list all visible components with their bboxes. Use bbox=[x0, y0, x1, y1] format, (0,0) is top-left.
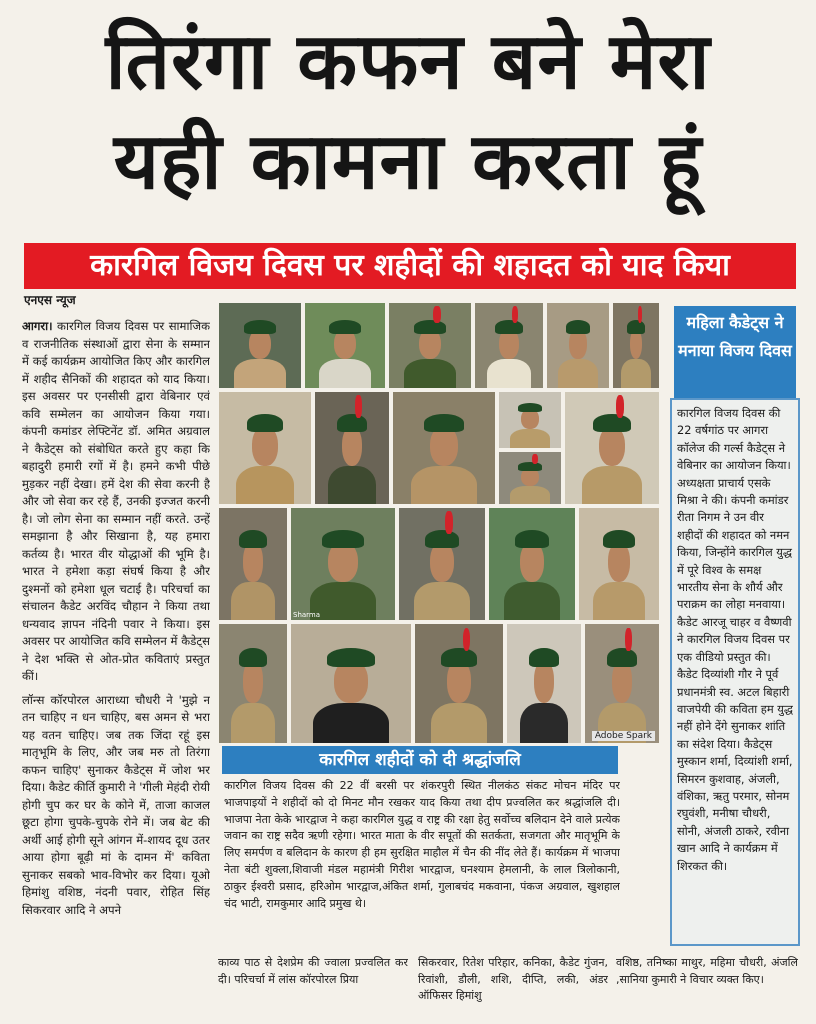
cadet-photo-22 bbox=[585, 624, 659, 743]
cadet-photo-19 bbox=[291, 624, 411, 743]
cadet-photo-4 bbox=[475, 303, 543, 388]
subheadline-banner: कारगिल विजय दिवस पर शहीदों की शहादत को याद किया bbox=[24, 243, 796, 289]
sidebar-title: महिला कैडेट्स ने मनाया विजय दिवस bbox=[674, 306, 796, 398]
continuation-col-2: सिकरवार, रितेश परिहार, कनिका, कैडेट गुंजन, रिवांशी, डौली, शशि, दीप्ति, लकी, अंडर ऑफिसर हिमांशु bbox=[418, 956, 608, 1002]
left-article-column bbox=[22, 318, 210, 1024]
cadet-photo-20 bbox=[415, 624, 503, 743]
continuation-col-1: काव्य पाठ से देशप्रेम की ज्वाला प्रज्वलित कर दी। परिचर्चा में लांस कॉरपोरल प्रिया bbox=[218, 956, 408, 986]
headline-line-1: तिरंगा कफन बने मेरा bbox=[105, 17, 711, 107]
cadet-photo-3 bbox=[389, 303, 471, 388]
participant-name-label: Sharma bbox=[293, 611, 321, 619]
left-paragraph-1 bbox=[22, 318, 210, 686]
cadet-photo-collage bbox=[219, 303, 659, 743]
cadet-photo-21 bbox=[507, 624, 581, 743]
cadet-photo-16 bbox=[489, 508, 575, 620]
cadet-photo-15 bbox=[399, 508, 485, 620]
cadet-photo-14 bbox=[291, 508, 395, 620]
continuation-col-3: वशिष्ठ, तनिष्का माथुर, महिमा चौधरी, अंजलि ,सानिया कुमारी ने विचार व्यक्त किए। bbox=[616, 956, 798, 986]
adobe-spark-watermark: Adobe Spark bbox=[592, 731, 655, 741]
cadet-photo-6 bbox=[613, 303, 659, 388]
left-paragraph-2: लॉन्स कॉरपोरल आराध्या चौधरी ने 'मुझे न तन चाहिए न धन चाहिए, बस अमन से भरा यह वतन चाहिए। जब तक जिंदा रहूं इस मातृभूमि के लिए, और जब मरु तो तिरंगा कफन चाहिए' सुनाकर कैडेट्स में जोश भर दिया। कैडेट कीर्ति कुमारी ने 'गीली मेहंदी रोयी होगी चुप कर घर के कोने में, ताजा काजल छूटा होगा चुपके-चुपके रोने में। जब बेट की अर्थी आई होगी सूने आंगन में-शायद दूध उतर आया होगा बूढ़ी मां के दामन में' कविता सुनाकर सबको भाव-विभोर कर दिया। यूओ हिमांशु वशिष्ठ, नंदनी पवार, रोहित सिंह सिकरवार आदि ने अपने bbox=[22, 692, 210, 917]
cadet-photo-13 bbox=[219, 508, 287, 620]
left-paragraph-1-text: कारगिल विजय दिवस पर सामाजिक व राजनीतिक संस्थाओं द्वारा सेना के सम्मान में कई कार्यक्रम आयोजित किए और कारगिल में शहीद सैनिकों की शहादत को याद किया। इस अवसर पर एनसीसी द्वारा वेबिनार एवं कवि सम्मेलन का आयोजन किया गया। कंपनी कमांडर लेफ्टिनेंट डॉ. अमित अग्रवाल ने कैडेट्स को संबोधित करते हुए कहा कि बहादुरी हमारी रगों में है। हमने कभी पीछे मुड़कर नहीं देखा। हमें देश की सेवा करनी है और जो सेवा कर रहे हैं, उनकी इज्जत करनी है। जो लोग सेना का सम्मान नहीं करते. उन्हें समझाना है और सिखाना है, यह हमारा कर्तव्य है। भारत वीर योद्धाओं की भूमि है। भारत ने हमेशा कड़ा संघर्ष किया है और दुश्मनों को हमेशा धूल चटाई है। परिचर्चा का संचालन कैडेट अरविंद चौहान ने किया तथा धन्यवाद ज्ञापन नंदिनी पवार ने किया। इस अवसर पर आयोजित कवि सम्मेलन में कैडेट्स ने देश भक्ति से ओत-प्रोत कविताएं प्रस्तुत कीं। bbox=[22, 319, 210, 683]
cadet-photo-11 bbox=[565, 392, 659, 504]
tribute-heading: कारगिल शहीदों को दी श्रद्धांजलि bbox=[222, 746, 618, 774]
cadet-photo-18 bbox=[219, 624, 287, 743]
tribute-text: कारगिल विजय दिवस की 22 वीं बरसी पर शंकरपुरी स्थित नीलकंठ संकट मोचन मंदिर पर भाजपाइयों ने शहीदों को दो मिनट मौन रखकर याद किया तथा दीप प्रज्वलित कर श्रद्धांजलि दी। भाजपा नेता केके भारद्वाज ने कहा कारगिल युद्ध व राष्ट्र की रक्षा हेतु सर्वोच्च बलिदान देने वाले प्रत्येक जवान का राष्ट्र सदैव ऋणी रहेगा। भारत माता के वीर सपूतों की सतर्कता, सजगता और मातृभूमि के लिए समर्पण व बलिदान के कारण ही हम सुरक्षित माहौल में चैन की नींद लेते हैं। कार्यक्रम में भाजपा नेता बंटी शुक्ला,शिवाजी मंडल महामंत्री गिरीश भारद्वाज, घनश्याम हेमलानी, के लाल त्रिलोकानी, ठाकुर ईश्वरी प्रसाद, हरिओम भारद्वाज,अंकित शर्मा, गुलाबचंद मकवाना, पंकज अग्रवाल, खुशहाल चंद भाटी, रामकुमार आदि प्रमुख थे। bbox=[224, 779, 620, 910]
cadet-photo-12 bbox=[499, 452, 561, 504]
cadet-photo-9 bbox=[393, 392, 495, 504]
headline-line-2: यही कामना करता हूं bbox=[113, 117, 703, 207]
byline: एनएस न्यूज bbox=[24, 293, 76, 307]
sidebar-text: कारगिल विजय दिवस की 22 वर्षगांठ पर आगरा कॉलेज की गर्ल्स कैडेट्स ने वेबिनार का आयोजन किया। अध्यक्षता प्राचार्य एसके मिश्रा ने की। कंपनी कमांडर रीता निगम ने उन वीर शहीदों की शहादत को नमन किया, जिन्होंने कारगिल युद्ध में पूरे विश्व के समक्ष भारतीय सेना के शौर्य और पराक्रम का लोहा मनवाया। कैडेट आरजू चाहर व वैष्णवी ने कारगिल विजय दिवस पर एक वीडियो प्रस्तुत की। कैडेट दिव्यांशी गौर ने पूर्व प्रधानमंत्री स्व. अटल बिहारी वाजपेयी की कविता हम युद्ध नहीं होने देंगे सुनाकर शांति का संदेश दिया। कैडेट्स मुस्कान शर्मा, दिव्यांशी शर्मा, सिमरन कुशवाह, अंजली, वंशिका, ऋतु परमार, सोनम रघुवंशी, मनीषा चौधरी, सोनी, अंजली ठाकरे, रवीना खान आदि ने कार्यक्रम में शिरकत की। bbox=[677, 406, 793, 873]
cadet-photo-17 bbox=[579, 508, 659, 620]
main-headline bbox=[0, 12, 816, 212]
cadet-photo-2 bbox=[305, 303, 385, 388]
cadet-photo-5 bbox=[547, 303, 609, 388]
cadet-photo-7 bbox=[219, 392, 311, 504]
cadet-photo-8 bbox=[315, 392, 389, 504]
dateline: आगरा। bbox=[22, 319, 53, 333]
cadet-photo-10 bbox=[499, 392, 561, 448]
cadet-photo-1 bbox=[219, 303, 301, 388]
